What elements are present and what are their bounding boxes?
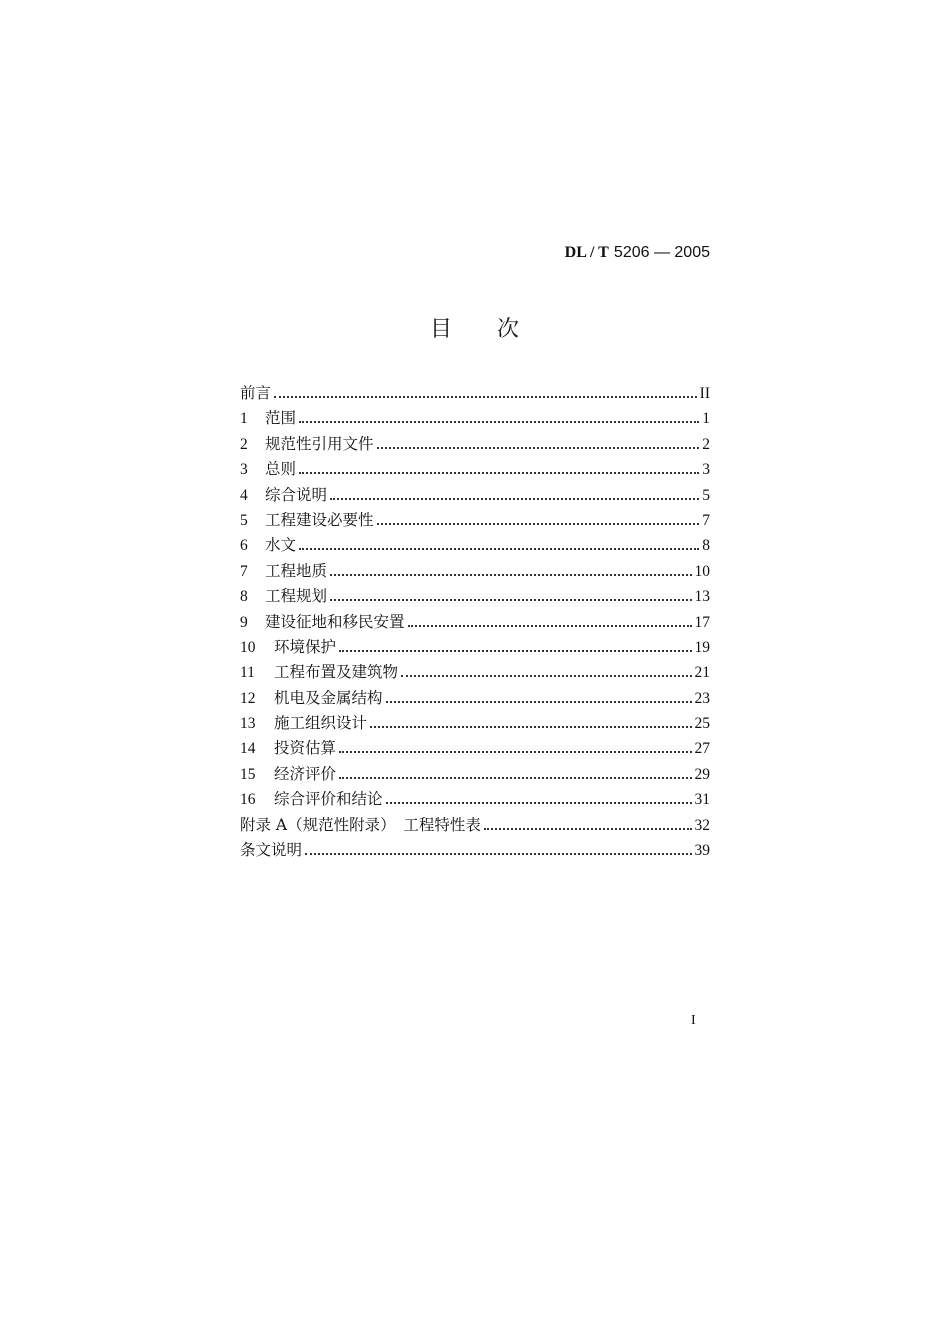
standard-prefix: DL / T bbox=[564, 244, 609, 261]
toc-entry[interactable] bbox=[240, 787, 710, 812]
toc-entry-number: 3 bbox=[240, 461, 248, 479]
toc-entry-label: 前言 bbox=[240, 384, 272, 402]
dot-leader bbox=[330, 498, 699, 500]
toc-entry-page: 10 bbox=[694, 562, 710, 580]
toc-entry-page: 17 bbox=[694, 613, 710, 631]
toc-entry-page: 1 bbox=[702, 410, 710, 428]
dot-leader bbox=[330, 574, 691, 576]
dot-leader bbox=[370, 726, 691, 728]
toc-entry-page: 7 bbox=[702, 511, 710, 529]
toc-entry-number: 10 bbox=[240, 638, 256, 656]
toc-entry-page: 29 bbox=[694, 765, 710, 783]
toc-entry-page: 3 bbox=[702, 461, 710, 479]
toc-entry-number: 4 bbox=[240, 486, 248, 504]
toc-entry-label: 范围 bbox=[265, 409, 297, 428]
dot-leader bbox=[484, 828, 692, 830]
toc-entry-number: 9 bbox=[240, 613, 248, 631]
dot-leader bbox=[401, 675, 691, 677]
toc-entry[interactable] bbox=[240, 736, 710, 761]
toc-entry-page: 5 bbox=[702, 486, 710, 504]
toc-entry-appendix-a[interactable] bbox=[240, 813, 710, 838]
toc-entry[interactable] bbox=[240, 610, 710, 635]
toc-entry-number: 1 bbox=[240, 410, 248, 428]
toc-entry-label: 工程建设必要性 bbox=[265, 510, 374, 529]
dot-leader bbox=[305, 853, 691, 855]
toc-entry-page: 31 bbox=[694, 791, 710, 809]
toc-entry-number: 14 bbox=[240, 740, 256, 758]
toc-entry-label: 机电及金属结构 bbox=[274, 688, 383, 707]
toc-entry-label: 投资估算 bbox=[274, 739, 337, 758]
toc-entry-page: 32 bbox=[694, 816, 710, 834]
dot-leader bbox=[377, 523, 700, 525]
toc-entry-label: 规范性引用文件 bbox=[265, 434, 374, 453]
toc-entry[interactable] bbox=[240, 711, 710, 736]
toc-entry-number: 6 bbox=[240, 537, 248, 555]
dot-leader bbox=[339, 650, 691, 652]
toc-entry-page: 27 bbox=[694, 740, 710, 758]
toc-entry[interactable] bbox=[240, 660, 710, 685]
title-char-1: 目 bbox=[429, 317, 453, 342]
dot-leader bbox=[386, 701, 692, 703]
page-number: I bbox=[691, 1013, 696, 1028]
toc-entry-page: 13 bbox=[694, 588, 710, 606]
toc-entry[interactable] bbox=[240, 432, 710, 457]
dot-leader bbox=[299, 548, 699, 550]
toc-entry-label: 条文说明 bbox=[240, 841, 303, 860]
toc-entry-number: 16 bbox=[240, 791, 256, 809]
page-title bbox=[0, 316, 950, 344]
dot-leader bbox=[377, 447, 700, 449]
toc-entry-number: 5 bbox=[240, 511, 248, 529]
toc-entry-label: 综合评价和结论 bbox=[274, 790, 383, 809]
toc-entry-page: 39 bbox=[694, 842, 710, 860]
toc-entry-label: 附录 A（规范性附录） 工程特性表 bbox=[240, 815, 481, 834]
toc-entry-label: 工程地质 bbox=[265, 561, 328, 580]
dot-leader bbox=[339, 777, 691, 779]
dot-leader bbox=[339, 751, 691, 753]
toc-entry-number: 13 bbox=[240, 715, 256, 733]
toc-entry-number: 12 bbox=[240, 689, 256, 707]
dot-leader bbox=[299, 421, 699, 423]
toc-entry-number: 7 bbox=[240, 562, 248, 580]
toc-entry-page: 25 bbox=[694, 715, 710, 733]
toc-entry[interactable] bbox=[240, 686, 710, 711]
dot-leader bbox=[386, 802, 692, 804]
dot-leader bbox=[274, 396, 697, 398]
toc-entry-label: 综合说明 bbox=[265, 485, 328, 504]
toc-entry-label: 工程规划 bbox=[265, 587, 328, 606]
toc-entry-page: 23 bbox=[694, 689, 710, 707]
toc-entry-page: 8 bbox=[702, 537, 710, 555]
toc-entry[interactable] bbox=[240, 584, 710, 609]
toc-entry[interactable] bbox=[240, 762, 710, 787]
toc-entry-label: 建设征地和移民安置 bbox=[265, 612, 405, 631]
toc-entry[interactable] bbox=[240, 635, 710, 660]
toc-entry-explanation[interactable] bbox=[240, 838, 710, 863]
toc-entry-page: 21 bbox=[694, 664, 710, 682]
toc-entry[interactable] bbox=[240, 533, 710, 558]
toc-entry[interactable] bbox=[240, 508, 710, 533]
toc-entry-number: 2 bbox=[240, 435, 248, 453]
toc-entry-label: 环境保护 bbox=[274, 637, 337, 656]
toc-entry[interactable] bbox=[240, 483, 710, 508]
standard-number: 5206 — 2005 bbox=[613, 244, 710, 261]
toc-entry[interactable] bbox=[240, 559, 710, 584]
toc-entry-label: 总则 bbox=[265, 460, 297, 479]
title-char-2: 次 bbox=[497, 317, 521, 342]
dot-leader bbox=[299, 472, 699, 474]
dot-leader bbox=[408, 625, 692, 627]
toc-entry-label: 经济评价 bbox=[274, 764, 337, 783]
toc-entry-number: 11 bbox=[240, 664, 255, 682]
toc-entry-label: 施工组织设计 bbox=[274, 714, 368, 733]
table-of-contents bbox=[240, 381, 710, 863]
toc-entry-label: 水文 bbox=[265, 536, 297, 555]
standard-code bbox=[565, 241, 710, 264]
toc-entry-label: 工程布置及建筑物 bbox=[274, 663, 399, 682]
toc-entry-page: 2 bbox=[702, 435, 710, 453]
toc-entry-number: 15 bbox=[240, 765, 256, 783]
toc-entry-page: II bbox=[699, 385, 710, 402]
toc-entry-page: 19 bbox=[694, 638, 710, 656]
toc-entry[interactable] bbox=[240, 406, 710, 431]
toc-entry-number: 8 bbox=[240, 588, 248, 606]
dot-leader bbox=[330, 599, 691, 601]
toc-entry-preface[interactable] bbox=[240, 381, 710, 406]
toc-entry[interactable] bbox=[240, 457, 710, 482]
